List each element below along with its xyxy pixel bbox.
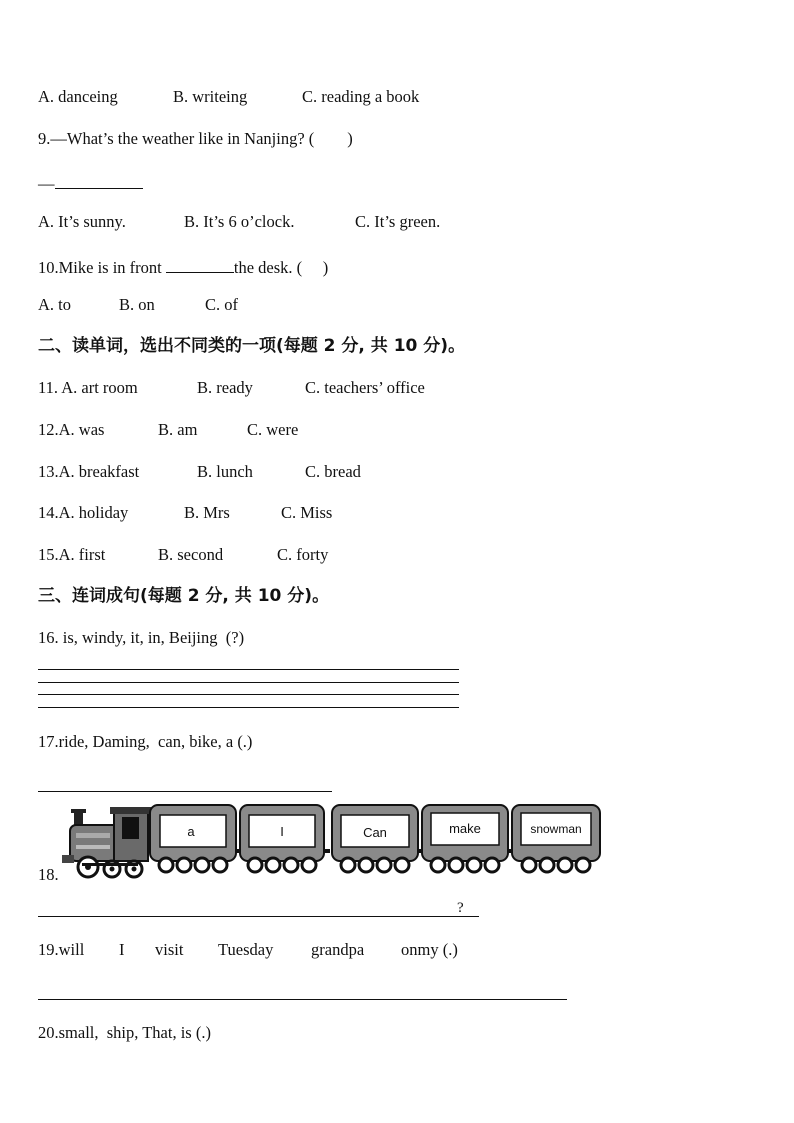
section3-heading: 三、连词成句(每题 2 分, 共 10 分)。: [38, 586, 330, 606]
q18-train-illustration: [62, 803, 604, 881]
q10-option-b: B. on: [119, 295, 155, 314]
q8-option-a: A. danceing: [38, 87, 118, 106]
train-carriage-5: [512, 805, 600, 872]
q10-stem-pre: 10.Mike is in front: [38, 258, 166, 277]
q17-answer-line: [38, 791, 332, 792]
q19-word-3: visit: [155, 940, 184, 959]
q13-option-c: C. bread: [305, 462, 361, 481]
q20-prompt: 20.small, ship, That, is (.): [38, 1023, 211, 1042]
q19-word-4: Tuesday: [218, 940, 274, 959]
q19-answer-line: [38, 999, 567, 1000]
q18-number: 18.: [38, 865, 59, 884]
q9-option-b: B. It’s 6 o’clock.: [184, 212, 295, 231]
train-carriage-1: [150, 805, 236, 872]
q15-option-a: 15.A. first: [38, 545, 106, 564]
q11-option-b: B. ready: [197, 378, 253, 397]
q16-answer-line-4: [38, 707, 459, 708]
q16-prompt: 16. is, windy, it, in, Beijing (?): [38, 628, 245, 647]
train-carriage-3: [332, 805, 418, 872]
q19-word-5: grandpa: [311, 940, 365, 959]
q16-answer-line-1: [38, 669, 459, 670]
q10-blank: [166, 254, 234, 273]
section2-heading: 二、读单词，选出不同类的一项(每题 2 分, 共 10 分)。: [38, 336, 466, 356]
carriage-word-5: snowman: [530, 822, 582, 836]
q19-word-1: 19.will: [38, 940, 85, 959]
q13-option-a: 13.A. breakfast: [38, 462, 140, 481]
q9-blank: [55, 170, 143, 189]
q11-option-a: 11. A. art room: [38, 378, 138, 397]
carriage-word-4: make: [449, 821, 481, 836]
q17-prompt: 17.ride, Daming, can, bike, a (.): [38, 732, 253, 751]
carriage-word-2: I: [280, 824, 284, 839]
q8-option-b: B. writeing: [173, 87, 248, 106]
locomotive-icon: [62, 807, 152, 877]
q10-option-a: A. to: [38, 295, 71, 314]
carriage-word-3: Can: [363, 825, 387, 840]
q15-option-b: B. second: [158, 545, 224, 564]
q12-option-a: 12.A. was: [38, 420, 105, 439]
q15-option-c: C. forty: [277, 545, 329, 564]
q12-option-b: B. am: [158, 420, 198, 439]
q19-word-2: I: [119, 940, 125, 959]
train-carriage-2: [240, 805, 324, 872]
q16-answer-line-2: [38, 682, 459, 683]
q10-stem: [38, 254, 328, 278]
q13-option-b: B. lunch: [197, 462, 253, 481]
q9-option-a: A. It’s sunny.: [38, 212, 126, 231]
carriage-word-1: a: [187, 824, 195, 839]
q16-answer-line-3: [38, 694, 459, 695]
q19-word-6: onmy (.): [401, 940, 458, 959]
q9-answer-line: [38, 170, 143, 194]
q10-option-c: C. of: [205, 295, 238, 314]
q14-option-a: 14.A. holiday: [38, 503, 129, 522]
q18-end-mark: ?: [457, 900, 464, 916]
q14-option-b: B. Mrs: [184, 503, 230, 522]
q9-dash: —: [38, 174, 55, 193]
q11-option-c: C. teachers’ office: [305, 378, 425, 397]
q9-option-c: C. It’s green.: [355, 212, 441, 231]
q10-stem-post: the desk. ( ): [233, 258, 329, 277]
q8-option-c: C. reading a book: [302, 87, 420, 106]
q18-answer-line: [38, 916, 479, 917]
q14-option-c: C. Miss: [281, 503, 333, 522]
q12-option-c: C. were: [247, 420, 299, 439]
q9-stem: 9.—What’s the weather like in Nanjing? ( ): [38, 129, 353, 148]
train-carriage-4: [422, 805, 508, 872]
